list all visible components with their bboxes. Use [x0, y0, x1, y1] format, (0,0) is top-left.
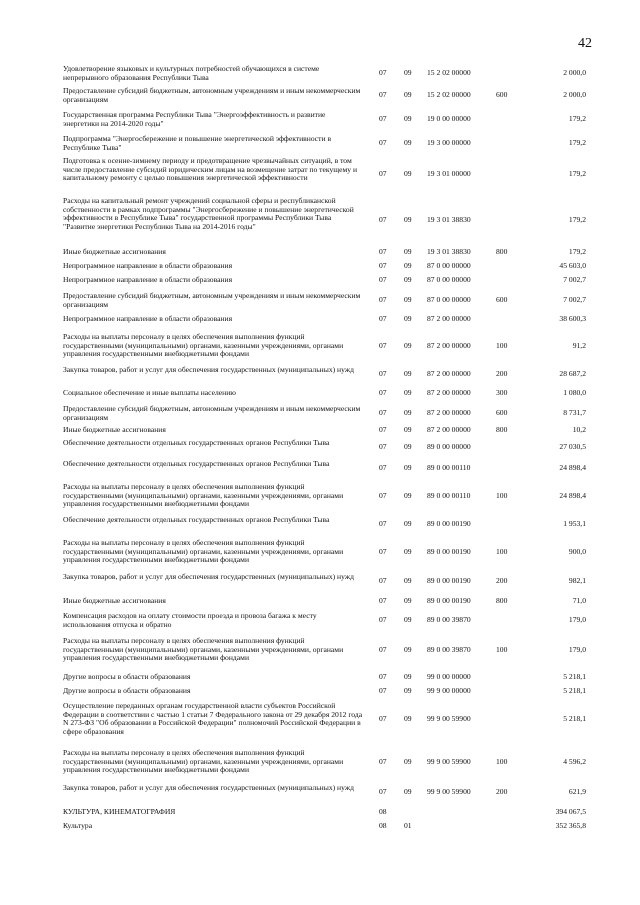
row-target-article: 99 9 00 59900 — [427, 714, 471, 723]
row-expense-type: 200 — [496, 369, 508, 378]
row-section: 07 — [379, 757, 387, 766]
row-amount: 5 218,1 — [563, 686, 586, 695]
row-target-article: 19 0 00 00000 — [427, 114, 471, 123]
row-description: Подпрограмма "Энергосбережение и повышение энергетической эффективности в Республике Тыва" — [63, 134, 332, 152]
row-subsection: 09 — [404, 369, 412, 378]
row-amount: 24 898,4 — [559, 491, 586, 500]
row-section: 07 — [379, 295, 387, 304]
row-section: 07 — [379, 672, 387, 681]
row-amount: 1 080,0 — [563, 388, 586, 397]
row-description: Закупка товаров, работ и услуг для обеспечения государственных (муниципальных) нужд — [63, 572, 354, 581]
row-subsection: 09 — [404, 169, 412, 178]
row-target-article: 87 0 00 00000 — [427, 275, 471, 284]
row-amount: 982,1 — [568, 576, 586, 585]
row-target-article: 87 2 00 00000 — [427, 388, 471, 397]
row-subsection: 09 — [404, 215, 412, 224]
row-description: Расходы на выплаты персоналу в целях обеспечения выполнения функций государственными (муниципальными) органами, казенными учреждениями, органами управления государственными внебюджетными фондами — [63, 538, 344, 565]
row-expense-type: 100 — [496, 757, 508, 766]
row-subsection: 09 — [404, 442, 412, 451]
row-section: 07 — [379, 425, 387, 434]
row-subsection: 09 — [404, 672, 412, 681]
row-section: 07 — [379, 215, 387, 224]
row-section: 07 — [379, 369, 387, 378]
row-target-article: 89 0 00 00000 — [427, 442, 471, 451]
row-target-article: 87 0 00 00000 — [427, 261, 471, 270]
row-subsection: 09 — [404, 615, 412, 624]
row-subsection: 09 — [404, 68, 412, 77]
row-amount: 71,0 — [572, 596, 586, 605]
row-subsection: 09 — [404, 757, 412, 766]
row-subsection: 09 — [404, 576, 412, 585]
row-section: 07 — [379, 314, 387, 323]
row-subsection: 09 — [404, 314, 412, 323]
row-target-article: 87 2 00 00000 — [427, 341, 471, 350]
row-amount: 900,0 — [568, 547, 586, 556]
row-description: Иные бюджетные ассигнования — [63, 596, 166, 605]
row-expense-type: 100 — [496, 341, 508, 350]
row-amount: 179,2 — [568, 169, 586, 178]
row-target-article: 99 9 00 59900 — [427, 757, 471, 766]
row-section: 07 — [379, 261, 387, 270]
page-number: 42 — [578, 36, 592, 51]
row-section: 08 — [379, 821, 387, 830]
row-target-article: 99 9 00 59900 — [427, 787, 471, 796]
row-subsection: 09 — [404, 547, 412, 556]
row-target-article: 99 9 00 00000 — [427, 686, 471, 695]
row-amount: 179,2 — [568, 138, 586, 147]
row-subsection: 09 — [404, 275, 412, 284]
row-subsection: 09 — [404, 425, 412, 434]
row-section: 07 — [379, 169, 387, 178]
row-expense-type: 600 — [496, 295, 508, 304]
row-description: Непрограммное направление в области образования — [63, 261, 233, 270]
row-amount: 27 030,5 — [559, 442, 586, 451]
row-subsection: 09 — [404, 596, 412, 605]
row-amount: 1 953,1 — [563, 519, 586, 528]
row-section: 07 — [379, 408, 387, 417]
row-description: Социальное обеспечение и иные выплаты населению — [63, 388, 236, 397]
row-expense-type: 100 — [496, 645, 508, 654]
row-description: Расходы на выплаты персоналу в целях обеспечения выполнения функций государственными (муниципальными) органами, казенными учреждениями, органами управления государственными внебюджетными фондами — [63, 748, 344, 775]
row-description: Предоставление субсидий бюджетным, автономным учреждениям и иным некоммерческим организациям — [63, 404, 361, 422]
row-expense-type: 100 — [496, 547, 508, 556]
row-target-article: 89 0 00 00110 — [427, 463, 471, 472]
row-expense-type: 600 — [496, 90, 508, 99]
row-description: Иные бюджетные ассигнования — [63, 247, 166, 256]
row-amount: 7 002,7 — [563, 275, 586, 284]
row-target-article: 89 0 00 00190 — [427, 547, 471, 556]
row-description: Иные бюджетные ассигнования — [63, 425, 166, 434]
row-target-article: 89 0 00 00110 — [427, 491, 471, 500]
row-section: 07 — [379, 519, 387, 528]
row-description: Осуществление переданных органам государственной власти субъектов Российской Федерации в соответствии с частью 1 статьи 7 Федерального закона от 29 декабря 2012 года N 273-ФЗ "Об образовании в Российской Федерации" полномочий Российской Федерации в сфере образования — [63, 701, 363, 736]
row-amount: 8 731,7 — [563, 408, 586, 417]
row-description: Непрограммное направление в области образования — [63, 314, 233, 323]
row-description: Расходы на выплаты персоналу в целях обеспечения выполнения функций государственными (муниципальными) органами, казенными учреждениями, органами управления государственными внебюджетными фондами — [63, 482, 344, 509]
row-description: Закупка товаров, работ и услуг для обеспечения государственных (муниципальных) нужд — [63, 365, 354, 374]
row-subsection: 09 — [404, 491, 412, 500]
row-target-article: 89 0 00 39870 — [427, 615, 471, 624]
row-subsection: 09 — [404, 787, 412, 796]
row-expense-type: 800 — [496, 596, 508, 605]
row-amount: 7 002,7 — [563, 295, 586, 304]
row-section: 07 — [379, 68, 387, 77]
row-target-article: 15 2 02 00000 — [427, 90, 471, 99]
row-description: Расходы на капитальный ремонт учреждений социальной сферы и республиканской собственности в рамках подпрограммы "Энергосбережение и повышение энергетической эффективности в Республике Тыва" государственной программы Республики Тыва "Развитие энергетики Республики Тыва на 2014-2016 годы" — [63, 196, 354, 231]
row-target-article: 89 0 00 00190 — [427, 519, 471, 528]
row-description: Государственная программа Республики Тыва "Энергоэффективность и развитие энергетики на 2014-2020 годы" — [63, 110, 326, 128]
row-section: 07 — [379, 491, 387, 500]
row-subsection: 09 — [404, 388, 412, 397]
row-section: 07 — [379, 714, 387, 723]
row-target-article: 87 2 00 00000 — [427, 369, 471, 378]
row-section: 07 — [379, 388, 387, 397]
row-amount: 24 898,4 — [559, 463, 586, 472]
row-description: КУЛЬТУРА, КИНЕМАТОГРАФИЯ — [63, 807, 176, 816]
row-amount: 38 600,3 — [559, 314, 586, 323]
row-section: 07 — [379, 138, 387, 147]
row-target-article: 15 2 02 00000 — [427, 68, 471, 77]
row-section: 07 — [379, 596, 387, 605]
row-section: 07 — [379, 275, 387, 284]
row-amount: 5 218,1 — [563, 672, 586, 681]
row-target-article: 89 0 00 00190 — [427, 596, 471, 605]
row-target-article: 87 2 00 00000 — [427, 408, 471, 417]
row-expense-type: 600 — [496, 408, 508, 417]
row-subsection: 09 — [404, 519, 412, 528]
row-description: Расходы на выплаты персоналу в целях обеспечения выполнения функций государственными (муниципальными) органами, казенными учреждениями, органами управления государственными внебюджетными фондами — [63, 332, 344, 359]
row-section: 07 — [379, 442, 387, 451]
row-expense-type: 200 — [496, 576, 508, 585]
row-description: Компенсация расходов на оплату стоимости проезда и провоза багажа к месту использования отпуска и обратно — [63, 611, 317, 629]
row-amount: 179,2 — [568, 215, 586, 224]
row-target-article: 89 0 00 39870 — [427, 645, 471, 654]
row-amount: 179,0 — [568, 645, 586, 654]
row-amount: 2 000,0 — [563, 90, 586, 99]
row-section: 07 — [379, 547, 387, 556]
row-target-article: 89 0 00 00190 — [427, 576, 471, 585]
row-amount: 10,2 — [572, 425, 586, 434]
row-amount: 179,2 — [568, 114, 586, 123]
row-description: Подготовка к осенне-зимнему периоду и предотвращение чрезвычайных ситуаций, в том числе предоставление субсидий юридическим лицам на возмещение затрат по текущему и капитальному ремонту с целью повышения энергетической эффективности — [63, 156, 358, 183]
row-subsection: 09 — [404, 295, 412, 304]
row-subsection: 09 — [404, 686, 412, 695]
row-subsection: 09 — [404, 645, 412, 654]
row-amount: 394 067,5 — [555, 807, 586, 816]
row-expense-type: 200 — [496, 787, 508, 796]
row-amount: 179,0 — [568, 615, 586, 624]
row-section: 07 — [379, 615, 387, 624]
row-expense-type: 300 — [496, 388, 508, 397]
row-description: Предоставление субсидий бюджетным, автономным учреждениям и иным некоммерческим организациям — [63, 86, 361, 104]
row-target-article: 19 3 01 38830 — [427, 215, 471, 224]
row-subsection: 09 — [404, 114, 412, 123]
row-section: 07 — [379, 787, 387, 796]
row-subsection: 09 — [404, 341, 412, 350]
row-subsection: 09 — [404, 463, 412, 472]
row-amount: 621,9 — [568, 787, 586, 796]
row-section: 07 — [379, 576, 387, 585]
row-subsection: 09 — [404, 408, 412, 417]
row-expense-type: 800 — [496, 425, 508, 434]
row-target-article: 99 0 00 00000 — [427, 672, 471, 681]
row-description: Другие вопросы в области образования — [63, 686, 191, 695]
row-description: Обеспечение деятельности отдельных государственных органов Республики Тыва — [63, 459, 330, 468]
row-section: 07 — [379, 247, 387, 256]
row-description: Расходы на выплаты персоналу в целях обеспечения выполнения функций государственными (муниципальными) органами, казенными учреждениями, органами управления государственными внебюджетными фондами — [63, 636, 344, 663]
row-amount: 45 603,0 — [559, 261, 586, 270]
row-description: Удовлетворение языковых и культурных потребностей обучающихся в системе непрерывного образования Республики Тыва — [63, 64, 320, 82]
row-target-article: 87 2 00 00000 — [427, 314, 471, 323]
row-subsection: 01 — [404, 821, 412, 830]
row-target-article: 19 3 01 38830 — [427, 247, 471, 256]
row-description: Предоставление субсидий бюджетным, автономным учреждениям и иным некоммерческим организациям — [63, 291, 361, 309]
row-target-article: 19 3 01 00000 — [427, 169, 471, 178]
row-amount: 91,2 — [572, 341, 586, 350]
row-section: 07 — [379, 686, 387, 695]
row-subsection: 09 — [404, 138, 412, 147]
row-description: Культура — [63, 821, 93, 830]
row-expense-type: 800 — [496, 247, 508, 256]
row-section: 07 — [379, 645, 387, 654]
row-description: Непрограммное направление в области образования — [63, 275, 233, 284]
row-section: 07 — [379, 90, 387, 99]
row-section: 07 — [379, 341, 387, 350]
row-expense-type: 100 — [496, 491, 508, 500]
row-section: 07 — [379, 463, 387, 472]
row-section: 07 — [379, 114, 387, 123]
row-description: Обеспечение деятельности отдельных государственных органов Республики Тыва — [63, 438, 330, 447]
row-amount: 352 365,8 — [555, 821, 586, 830]
row-target-article: 87 0 00 00000 — [427, 295, 471, 304]
row-target-article: 19 3 00 00000 — [427, 138, 471, 147]
row-description: Обеспечение деятельности отдельных государственных органов Республики Тыва — [63, 515, 330, 524]
row-amount: 28 687,2 — [559, 369, 586, 378]
row-target-article: 87 2 00 00000 — [427, 425, 471, 434]
row-amount: 4 596,2 — [563, 757, 586, 766]
row-section: 08 — [379, 807, 387, 816]
row-subsection: 09 — [404, 90, 412, 99]
row-description: Закупка товаров, работ и услуг для обеспечения государственных (муниципальных) нужд — [63, 783, 354, 792]
row-amount: 5 218,1 — [563, 714, 586, 723]
row-amount: 179,2 — [568, 247, 586, 256]
row-subsection: 09 — [404, 261, 412, 270]
row-subsection: 09 — [404, 714, 412, 723]
row-amount: 2 000,0 — [563, 68, 586, 77]
row-description: Другие вопросы в области образования — [63, 672, 191, 681]
row-subsection: 09 — [404, 247, 412, 256]
